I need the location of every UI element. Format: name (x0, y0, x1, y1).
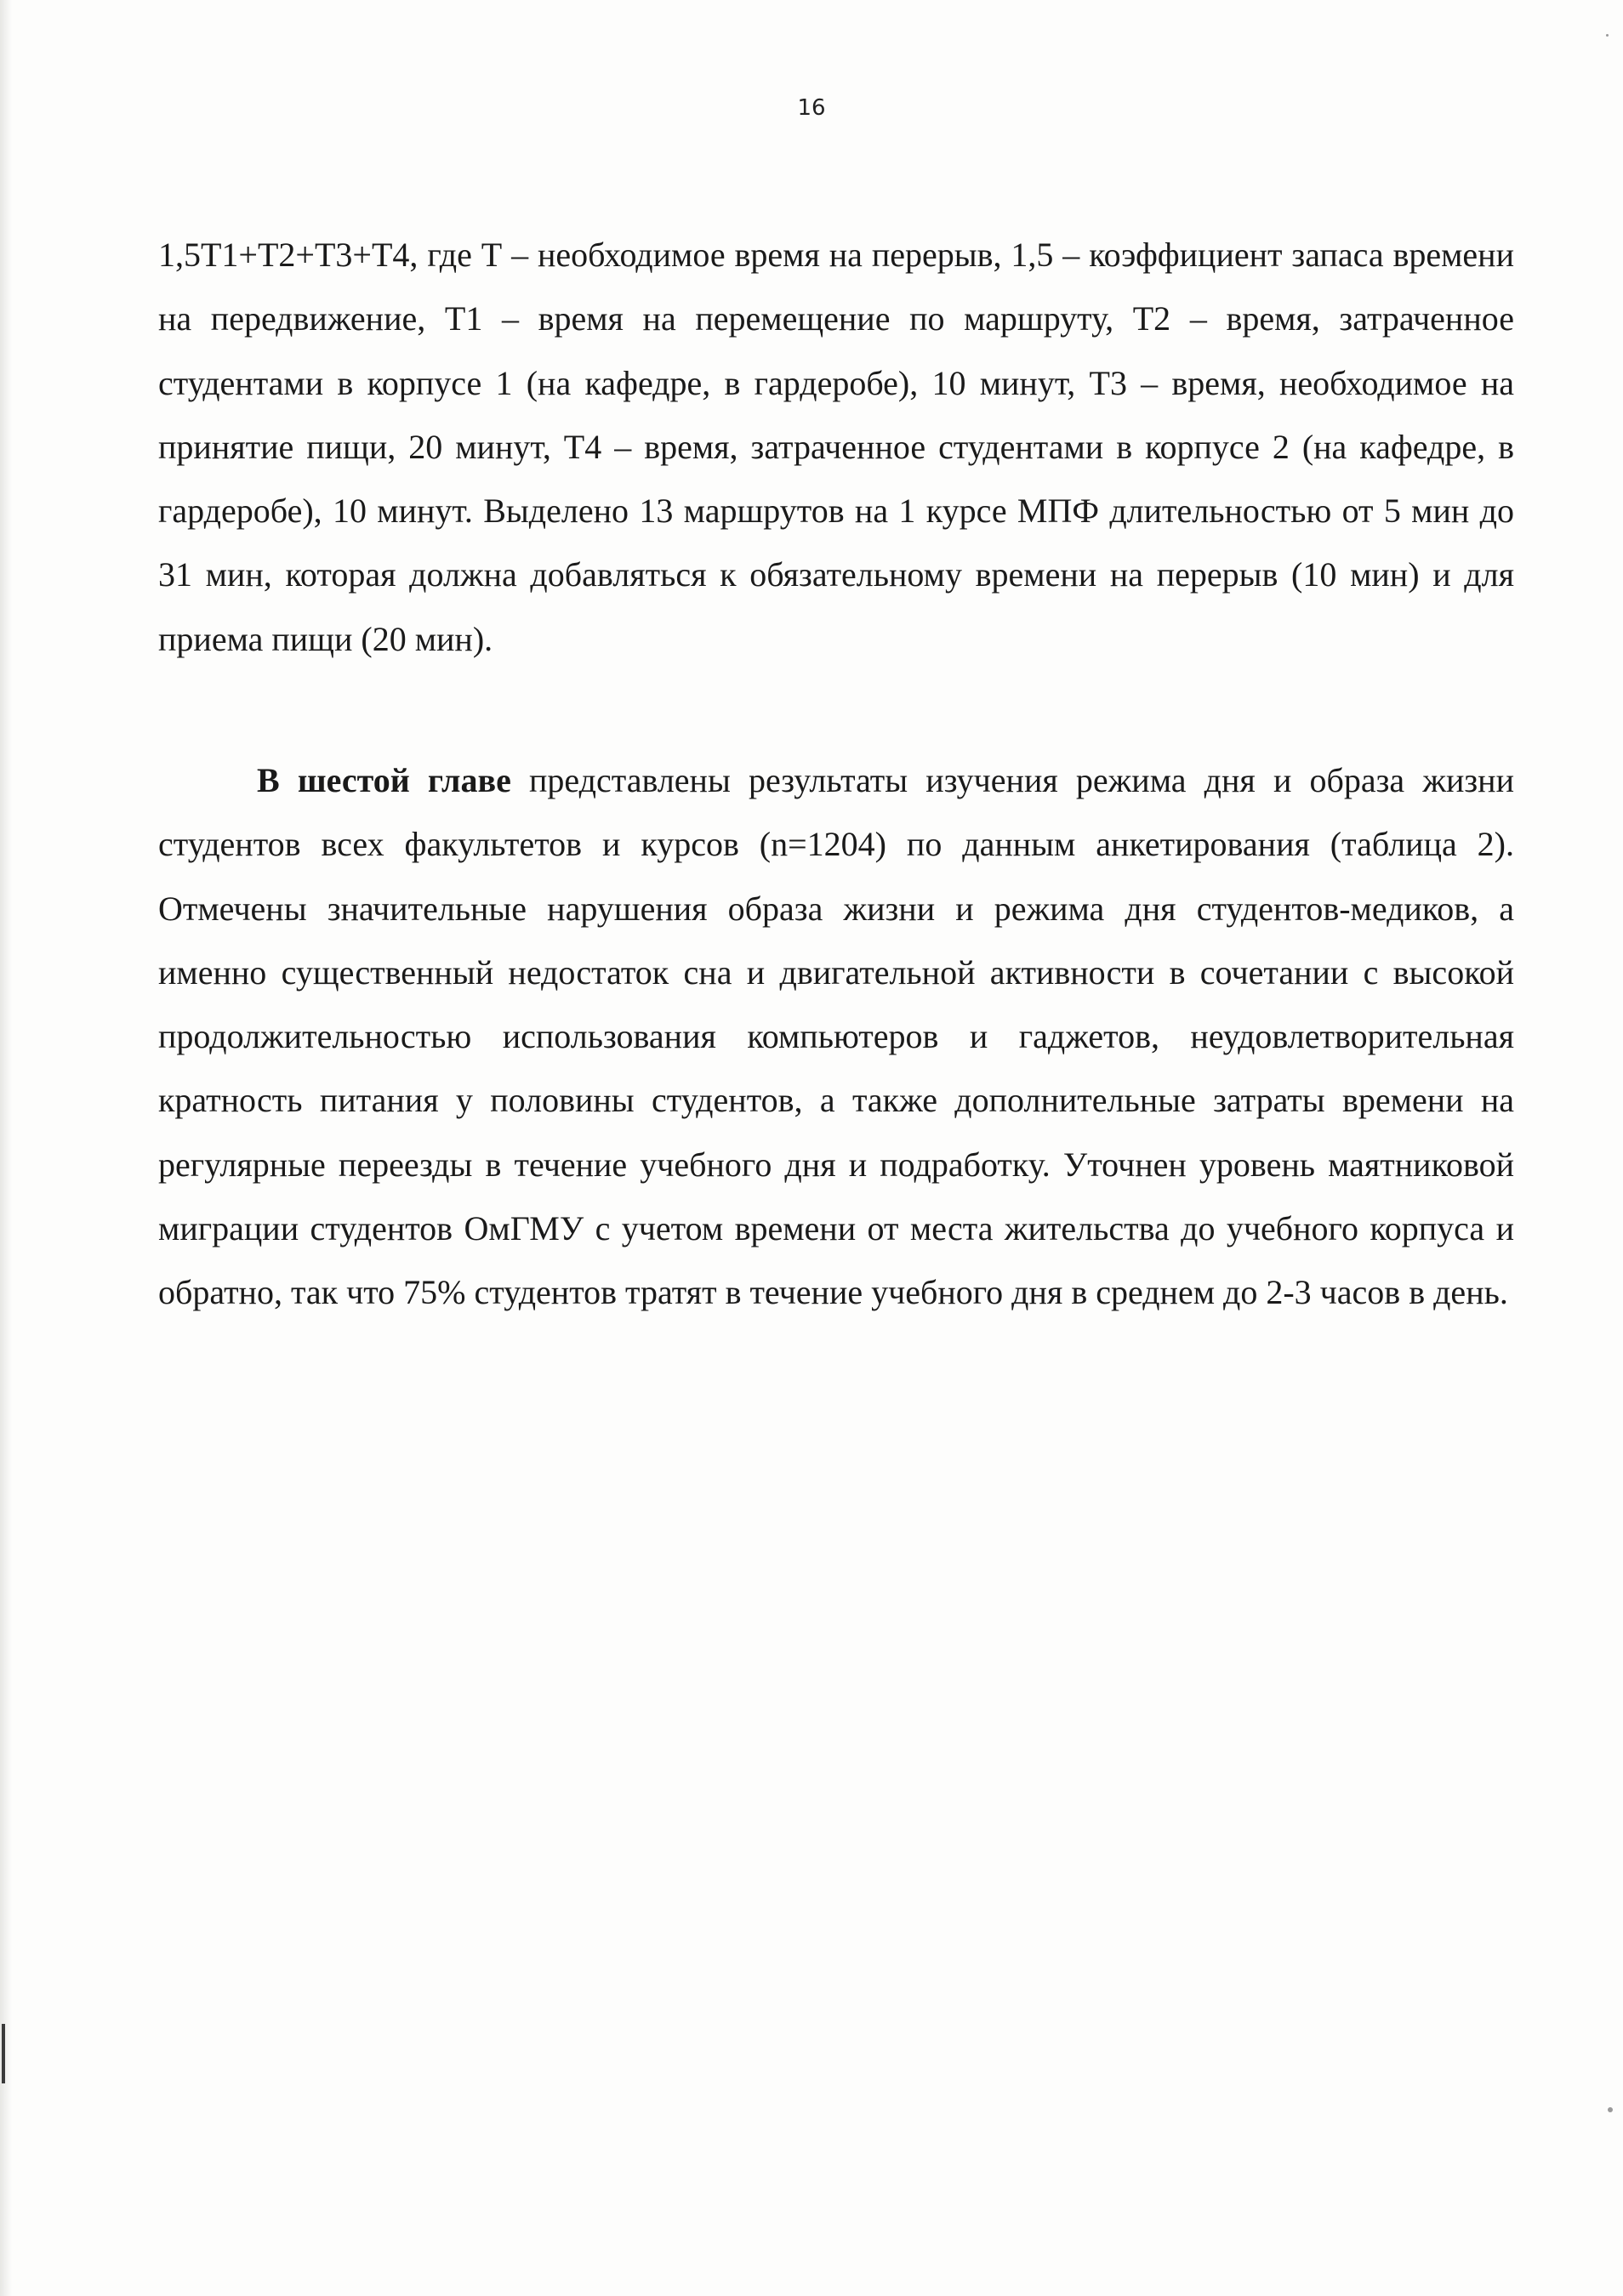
chapter-lead-bold: В шестой главе (257, 761, 511, 799)
scan-mark (2, 2024, 5, 2083)
paragraph-chapter-six-body: представлены результаты изучения режима дня и образа жизни студентов всех факультетов и курсов (n=1204) по данным анкетирования (таблица 2). Отмечены значительные нарушения образа жизни и режима дня студентов-медиков, а именно существенный недостаток сна и двигательной активности в сочетании с высокой продолжительностью использования компьютеров и гаджетов, неудовлетворительная кратность питания у половины студентов, а также дополнительные затраты времени на регулярные переезды в течение учебного дня и подработку. Уточнен уровень маятниковой миграции студентов ОмГМУ с учетом времени от места жительства до учебного корпуса и обратно, так что 75% студентов тратят в течение учебного дня в среднем до 2-3 часов в день. (158, 761, 1514, 1312)
paragraph-formula-description: 1,5Т1+Т2+Т3+Т4, где Т – необходимое время на перерыв, 1,5 – коэффициент запаса времени на передвижение, Т1 – время на перемещение по маршруту, Т2 – время, затраченное студентами в корпусе 1 (на кафедре, в гардеробе), 10 минут, Т3 – время, необходимое на принятие пищи, 20 минут, Т4 – время, затраченное студентами в корпусе 2 (на кафедре, в гардеробе), 10 минут. Выделено 13 маршрутов на 1 курсе МПФ длительностью от 5 мин до 31 мин, которая должна добавляться к обязательному времени на перерыв (10 мин) и для приема пищи (20 мин). (158, 236, 1514, 658)
paragraph-chapter-six (158, 748, 1514, 1325)
page-number: 16 (797, 95, 826, 121)
scan-dust-dot (1606, 34, 1609, 37)
scan-dust-dot (1608, 2107, 1613, 2112)
scan-edge-shadow (0, 0, 12, 2296)
